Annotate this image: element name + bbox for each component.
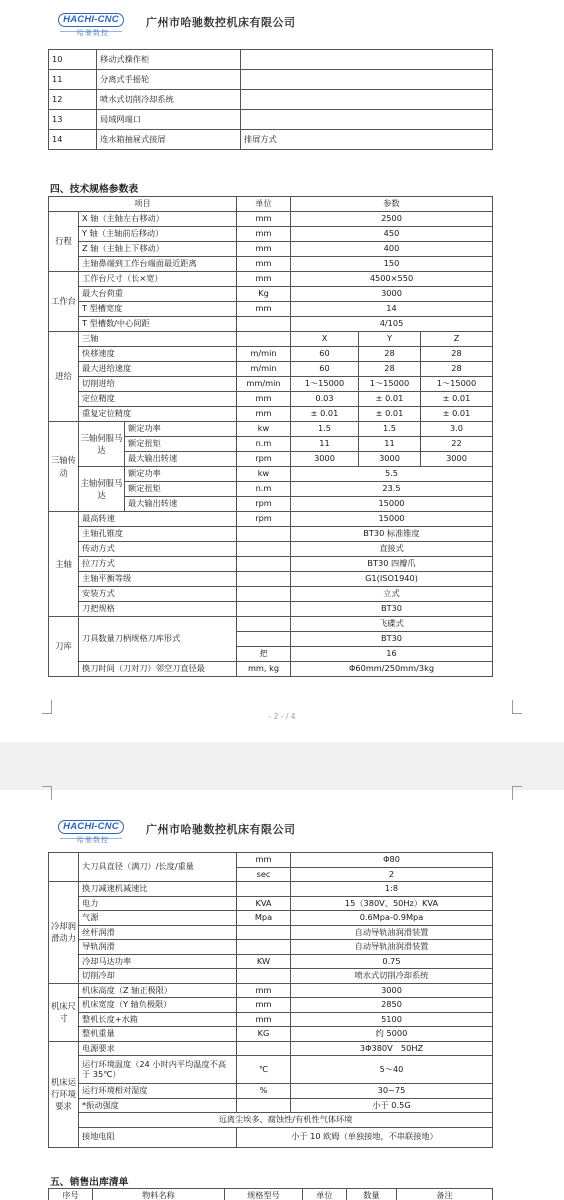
feed-row bbox=[49, 377, 493, 392]
spec-value: 立式 bbox=[291, 587, 493, 602]
spec-item: 电力 bbox=[79, 896, 237, 911]
spindle-row bbox=[49, 542, 493, 557]
spec-unit: KVA bbox=[237, 896, 291, 911]
travel-row bbox=[49, 212, 493, 227]
page-gap bbox=[0, 742, 564, 790]
spec-item: 刀把规格 bbox=[79, 602, 237, 617]
spec-item: 运行环境相对湿度 bbox=[79, 1084, 237, 1099]
spec-unit: kw bbox=[237, 467, 291, 482]
spec-value: 2500 bbox=[291, 212, 493, 227]
size-row bbox=[49, 998, 493, 1013]
cooling-row bbox=[49, 896, 493, 911]
cooling-category: 冷却润滑动力 bbox=[49, 882, 79, 984]
spec-unit: mm bbox=[237, 983, 291, 998]
spec-item: 接地电阻 bbox=[79, 1127, 237, 1147]
spec-item: 最大输出转速 bbox=[125, 497, 237, 512]
axis-z-label: Z bbox=[421, 332, 493, 347]
spec-item: 运行环境温度（24 小时内平均温度不高于 35℃） bbox=[79, 1056, 237, 1084]
spec-item: 机床宽度（Y 轴负极限） bbox=[79, 998, 237, 1013]
spec-unit bbox=[237, 557, 291, 572]
spec-unit: rpm bbox=[237, 452, 291, 467]
value-z: 28 bbox=[421, 347, 493, 362]
spec-value: 喷水式切削冷却系统 bbox=[291, 969, 493, 984]
feed-row bbox=[49, 407, 493, 422]
value-y: 1.5 bbox=[359, 422, 421, 437]
list-header-cell: 数量 bbox=[347, 1189, 397, 1200]
config-row bbox=[49, 70, 493, 90]
spec-item: 机床高度（Z 轴正极限） bbox=[79, 983, 237, 998]
spec-value: 自动导轨油润滑装置 bbox=[291, 940, 493, 955]
spec-unit: ℃ bbox=[237, 1056, 291, 1084]
spec-item: 冷却马达功率 bbox=[79, 954, 237, 969]
section-5-title: 五、销售出库清单 bbox=[50, 1177, 129, 1188]
env-row bbox=[49, 1084, 493, 1099]
logo-subtitle: 哈驰数控 bbox=[77, 836, 109, 844]
list-header-cell: 单位 bbox=[303, 1189, 347, 1200]
spec-item: 丝杆润滑 bbox=[79, 925, 237, 940]
spec-unit: rpm bbox=[237, 497, 291, 512]
config-no: 10 bbox=[49, 50, 97, 70]
spec-value: 1:8 bbox=[291, 882, 493, 897]
spec-unit: m/min bbox=[237, 347, 291, 362]
spec-unit bbox=[237, 602, 291, 617]
config-name: 连水箱抽屉式接屑 bbox=[97, 130, 241, 150]
spec-unit bbox=[237, 542, 291, 557]
spec-item: 电源要求 bbox=[79, 1041, 237, 1056]
spec-unit: mm bbox=[237, 1012, 291, 1027]
spec-value: 14 bbox=[291, 302, 493, 317]
spec-item: 刀具数量刀柄规格刀库形式 bbox=[79, 617, 237, 662]
value-z: 28 bbox=[421, 362, 493, 377]
env-dust-row bbox=[49, 1113, 493, 1128]
value-z: 22 bbox=[421, 437, 493, 452]
spec-unit: kw bbox=[237, 422, 291, 437]
value-x: 60 bbox=[291, 362, 359, 377]
spec-value: 15000 bbox=[291, 512, 493, 527]
config-no: 13 bbox=[49, 110, 97, 130]
spec-item: 最大台荷重 bbox=[79, 287, 237, 302]
spec-value: 15（380V、50Hz）KVA bbox=[291, 896, 493, 911]
table-row bbox=[49, 302, 493, 317]
spec-item: 额定功率 bbox=[125, 467, 237, 482]
spec-unit: Mpa bbox=[237, 911, 291, 926]
cooling-row bbox=[49, 911, 493, 926]
spec-unit: KW bbox=[237, 954, 291, 969]
env-row bbox=[49, 1041, 493, 1056]
env-row bbox=[49, 1098, 493, 1113]
spindle-category: 主轴 bbox=[49, 512, 79, 617]
spec-value: G1(ISO1940) bbox=[291, 572, 493, 587]
spec-unit bbox=[237, 587, 291, 602]
spec-unit: Kg bbox=[237, 287, 291, 302]
logo-mark: HACHI-CNC bbox=[58, 820, 124, 834]
spec-value: 4/105 bbox=[291, 317, 493, 332]
value-x: 11 bbox=[291, 437, 359, 452]
spec-unit bbox=[237, 1041, 291, 1056]
size-row bbox=[49, 1027, 493, 1042]
spec-unit: mm bbox=[237, 998, 291, 1013]
spec-unit bbox=[237, 1098, 291, 1113]
spec-value: 5～40 bbox=[291, 1056, 493, 1084]
spec-unit: n.m bbox=[237, 437, 291, 452]
page-corner-mark bbox=[512, 786, 522, 800]
config-row bbox=[49, 90, 493, 110]
spec-item: 整机长度+水箱 bbox=[79, 1012, 237, 1027]
page-number: - 2 - / 4 bbox=[268, 712, 296, 721]
config-no: 14 bbox=[49, 130, 97, 150]
spec-unit bbox=[237, 572, 291, 587]
config-name: 移动式操作柜 bbox=[97, 50, 241, 70]
config-remark bbox=[241, 50, 493, 70]
spec-value: 小于 10 欧姆（单独接地，不串联接地） bbox=[237, 1127, 493, 1147]
config-no: 11 bbox=[49, 70, 97, 90]
feed-row bbox=[49, 347, 493, 362]
spec-unit bbox=[237, 632, 291, 647]
spec-value: Φ60mm/250mm/3kg bbox=[291, 662, 493, 677]
value-x: 0.03 bbox=[291, 392, 359, 407]
header-param: 参数 bbox=[291, 197, 493, 212]
env-category: 机床运行环境要求 bbox=[49, 1041, 79, 1147]
spec-unit: sec bbox=[237, 867, 291, 882]
company-name: 广州市哈驰数控机床有限公司 bbox=[146, 823, 296, 836]
config-row bbox=[49, 110, 493, 130]
spec-unit bbox=[237, 882, 291, 897]
spindle-row bbox=[49, 527, 493, 542]
spec-item: 换刀减速机减速比 bbox=[79, 882, 237, 897]
value-x: 1.5 bbox=[291, 422, 359, 437]
spec-value: BT30 bbox=[291, 602, 493, 617]
spec-value: 0.6Mpa-0.9Mpa bbox=[291, 911, 493, 926]
spec-unit: mm bbox=[237, 853, 291, 868]
value-x: 3000 bbox=[291, 452, 359, 467]
company-name: 广州市哈驰数控机床有限公司 bbox=[146, 16, 296, 29]
spec-value: 16 bbox=[291, 647, 493, 662]
sales-list-header bbox=[49, 1189, 493, 1200]
spec-value: Φ80 bbox=[291, 853, 493, 868]
servo-label: 三轴伺服马达 bbox=[79, 422, 125, 467]
table-category: 工作台 bbox=[49, 272, 79, 332]
spec-item: 三轴 bbox=[79, 332, 237, 347]
spec-value: 飞碟式 bbox=[291, 617, 493, 632]
spec-value: 400 bbox=[291, 242, 493, 257]
spec-unit: mm bbox=[237, 272, 291, 287]
spec-value: 0.75 bbox=[291, 954, 493, 969]
spec-item: T 型槽数/中心间距 bbox=[79, 317, 237, 332]
spindle-row bbox=[49, 557, 493, 572]
spec-item: 额定扭矩 bbox=[125, 437, 237, 452]
table-row bbox=[49, 317, 493, 332]
spec-value: BT30 bbox=[291, 632, 493, 647]
cooling-row bbox=[49, 969, 493, 984]
section-4-title: 四、技术规格参数表 bbox=[50, 184, 139, 195]
value-z: 3000 bbox=[421, 452, 493, 467]
size-category: 机床尺寸 bbox=[49, 983, 79, 1041]
spec-unit bbox=[237, 332, 291, 347]
env-ground-row bbox=[49, 1127, 493, 1147]
cooling-row bbox=[49, 940, 493, 955]
spindle-row bbox=[49, 602, 493, 617]
spec-value: 3000 bbox=[291, 983, 493, 998]
page-corner-mark bbox=[42, 786, 52, 800]
spec-item: 工作台尺寸（长×宽） bbox=[79, 272, 237, 287]
spec-unit: n.m bbox=[237, 482, 291, 497]
list-header-cell: 物料名称 bbox=[93, 1189, 225, 1200]
cooling-row bbox=[49, 925, 493, 940]
feed-category: 进给 bbox=[49, 332, 79, 422]
spec-unit: 把 bbox=[237, 647, 291, 662]
value-y: 28 bbox=[359, 362, 421, 377]
spec-item: 最大输出转速 bbox=[125, 452, 237, 467]
spec-unit: % bbox=[237, 1084, 291, 1099]
value-z: 3.0 bbox=[421, 422, 493, 437]
spec-unit: mm bbox=[237, 242, 291, 257]
config-remark bbox=[241, 70, 493, 90]
spec-unit: mm/min bbox=[237, 377, 291, 392]
header-unit: 单位 bbox=[237, 197, 291, 212]
spec-item: 拉刀方式 bbox=[79, 557, 237, 572]
spec-item: Y 轴（主轴前后移动） bbox=[79, 227, 237, 242]
config-name: 喷水式切削冷却系统 bbox=[97, 90, 241, 110]
magazine-change-row bbox=[49, 662, 493, 677]
value-y: ± 0.01 bbox=[359, 407, 421, 422]
logo-subtitle: 哈驰数控 bbox=[77, 29, 109, 37]
spec-value: 小于 0.5G bbox=[291, 1098, 493, 1113]
list-header-cell: 备注 bbox=[397, 1189, 493, 1200]
travel-row bbox=[49, 227, 493, 242]
spec-unit: KG bbox=[237, 1027, 291, 1042]
company-logo bbox=[58, 820, 296, 844]
value-x: 1～15000 bbox=[291, 377, 359, 392]
value-x: ± 0.01 bbox=[291, 407, 359, 422]
spindle-row bbox=[49, 572, 493, 587]
value-y: 3000 bbox=[359, 452, 421, 467]
value-y: 1～15000 bbox=[359, 377, 421, 392]
spec-item: Z 轴（主轴上下移动） bbox=[79, 242, 237, 257]
spec-item: 换刀时间（刀对刀）邻空刀直径最 bbox=[79, 662, 237, 677]
spec-unit: m/min bbox=[237, 362, 291, 377]
spec-value: 3Φ380V 50HZ bbox=[291, 1041, 493, 1056]
spec-value: 自动导轨油润滑装置 bbox=[291, 925, 493, 940]
logo-mark: HACHI-CNC bbox=[58, 13, 124, 27]
spec-value: 30~75 bbox=[291, 1084, 493, 1099]
config-table bbox=[48, 49, 493, 150]
axis-x-label: X bbox=[291, 332, 359, 347]
spec-item: 最高转速 bbox=[79, 512, 237, 527]
config-remark bbox=[241, 110, 493, 130]
spec-unit: mm bbox=[237, 257, 291, 272]
config-row bbox=[49, 130, 493, 150]
spec-value: 450 bbox=[291, 227, 493, 242]
motor-category: 三轴传动 bbox=[49, 422, 79, 512]
config-name: 局域网端口 bbox=[97, 110, 241, 130]
size-row bbox=[49, 983, 493, 998]
spec-unit bbox=[237, 925, 291, 940]
servo-row bbox=[49, 422, 493, 437]
spec-item: 主轴平衡等级 bbox=[79, 572, 237, 587]
spec-item: 最大进给速度 bbox=[79, 362, 237, 377]
spec-item: 切削进给 bbox=[79, 377, 237, 392]
spec-table bbox=[48, 196, 493, 677]
size-row bbox=[49, 1012, 493, 1027]
spec-unit: mm bbox=[237, 407, 291, 422]
spec-item: 重复定位精度 bbox=[79, 407, 237, 422]
blank-category bbox=[49, 853, 79, 882]
value-z: 1～15000 bbox=[421, 377, 493, 392]
spec-item: *振动强度 bbox=[79, 1098, 237, 1113]
value-y: 28 bbox=[359, 347, 421, 362]
spec-unit bbox=[237, 969, 291, 984]
magazine-row bbox=[49, 617, 493, 632]
spec-item: T 型槽宽度 bbox=[79, 302, 237, 317]
feed-row bbox=[49, 392, 493, 407]
spec-value: 直接式 bbox=[291, 542, 493, 557]
value-z: ± 0.01 bbox=[421, 392, 493, 407]
value-z: ± 0.01 bbox=[421, 407, 493, 422]
spec-header-row bbox=[49, 197, 493, 212]
spec-unit bbox=[237, 527, 291, 542]
spec-item: 安装方式 bbox=[79, 587, 237, 602]
spec-unit bbox=[237, 317, 291, 332]
value-y: ± 0.01 bbox=[359, 392, 421, 407]
config-remark bbox=[241, 90, 493, 110]
company-logo bbox=[58, 13, 296, 37]
spec-item: 大刀具直径（满刀）/长度/重量 bbox=[79, 853, 237, 882]
spec-value: 2850 bbox=[291, 998, 493, 1013]
magazine-category: 刀库 bbox=[49, 617, 79, 677]
spec-item: 切削冷却 bbox=[79, 969, 237, 984]
spec-value: 5100 bbox=[291, 1012, 493, 1027]
value-x: 60 bbox=[291, 347, 359, 362]
document-page-2 bbox=[0, 790, 564, 1200]
spec-item: 整机重量 bbox=[79, 1027, 237, 1042]
spec-unit bbox=[237, 617, 291, 632]
cooling-row bbox=[49, 882, 493, 897]
spec-item: 额定功率 bbox=[125, 422, 237, 437]
axis-y-label: Y bbox=[359, 332, 421, 347]
cooling-row bbox=[49, 954, 493, 969]
tool-row bbox=[49, 853, 493, 868]
spindle-motor-label: 主轴伺服马达 bbox=[79, 467, 125, 512]
spindle-motor-row bbox=[49, 467, 493, 482]
spec-item: 快移速度 bbox=[79, 347, 237, 362]
list-header-cell: 序号 bbox=[49, 1189, 93, 1200]
spec-table-continued bbox=[48, 852, 493, 1148]
spec-unit: mm bbox=[237, 212, 291, 227]
spec-unit bbox=[237, 940, 291, 955]
spec-value: 2 bbox=[291, 867, 493, 882]
spindle-row bbox=[49, 512, 493, 527]
header-item: 项目 bbox=[49, 197, 237, 212]
config-remark: 排屑方式 bbox=[241, 130, 493, 150]
value-y: 11 bbox=[359, 437, 421, 452]
spec-value: 150 bbox=[291, 257, 493, 272]
spec-value: 15000 bbox=[291, 497, 493, 512]
spec-unit: mm bbox=[237, 227, 291, 242]
env-row bbox=[49, 1056, 493, 1084]
env-dust-requirement: 远离尘埃多、腐蚀性/有机性气体环境 bbox=[79, 1113, 493, 1128]
spec-item: 定位精度 bbox=[79, 392, 237, 407]
spindle-row bbox=[49, 587, 493, 602]
spec-unit: rpm bbox=[237, 512, 291, 527]
spec-value: BT30 标准锥度 bbox=[291, 527, 493, 542]
spec-value: 4500×550 bbox=[291, 272, 493, 287]
sales-list-table bbox=[48, 1188, 493, 1200]
spec-item: 导轨润滑 bbox=[79, 940, 237, 955]
table-row bbox=[49, 272, 493, 287]
spec-item: 额定扭矩 bbox=[125, 482, 237, 497]
travel-row bbox=[49, 242, 493, 257]
table-row bbox=[49, 287, 493, 302]
feed-axes-row bbox=[49, 332, 493, 347]
spec-unit: mm bbox=[237, 302, 291, 317]
spec-value: 5.5 bbox=[291, 467, 493, 482]
list-header-cell: 规格型号 bbox=[225, 1189, 303, 1200]
spec-value: 约 5000 bbox=[291, 1027, 493, 1042]
spec-item: 主轴孔锥度 bbox=[79, 527, 237, 542]
travel-row bbox=[49, 257, 493, 272]
spec-value: BT30 四瓣爪 bbox=[291, 557, 493, 572]
spec-value: 3000 bbox=[291, 287, 493, 302]
spec-unit: mm, kg bbox=[237, 662, 291, 677]
spec-unit: mm bbox=[237, 392, 291, 407]
config-no: 12 bbox=[49, 90, 97, 110]
spec-item: 气源 bbox=[79, 911, 237, 926]
config-name: 分离式手摇轮 bbox=[97, 70, 241, 90]
travel-category: 行程 bbox=[49, 212, 79, 272]
config-row bbox=[49, 50, 493, 70]
spec-value: 23.5 bbox=[291, 482, 493, 497]
feed-row bbox=[49, 362, 493, 377]
spec-item: X 轴（主轴左右移动） bbox=[79, 212, 237, 227]
spec-item: 传动方式 bbox=[79, 542, 237, 557]
spec-item: 主轴鼻端到工作台端面最近距离 bbox=[79, 257, 237, 272]
